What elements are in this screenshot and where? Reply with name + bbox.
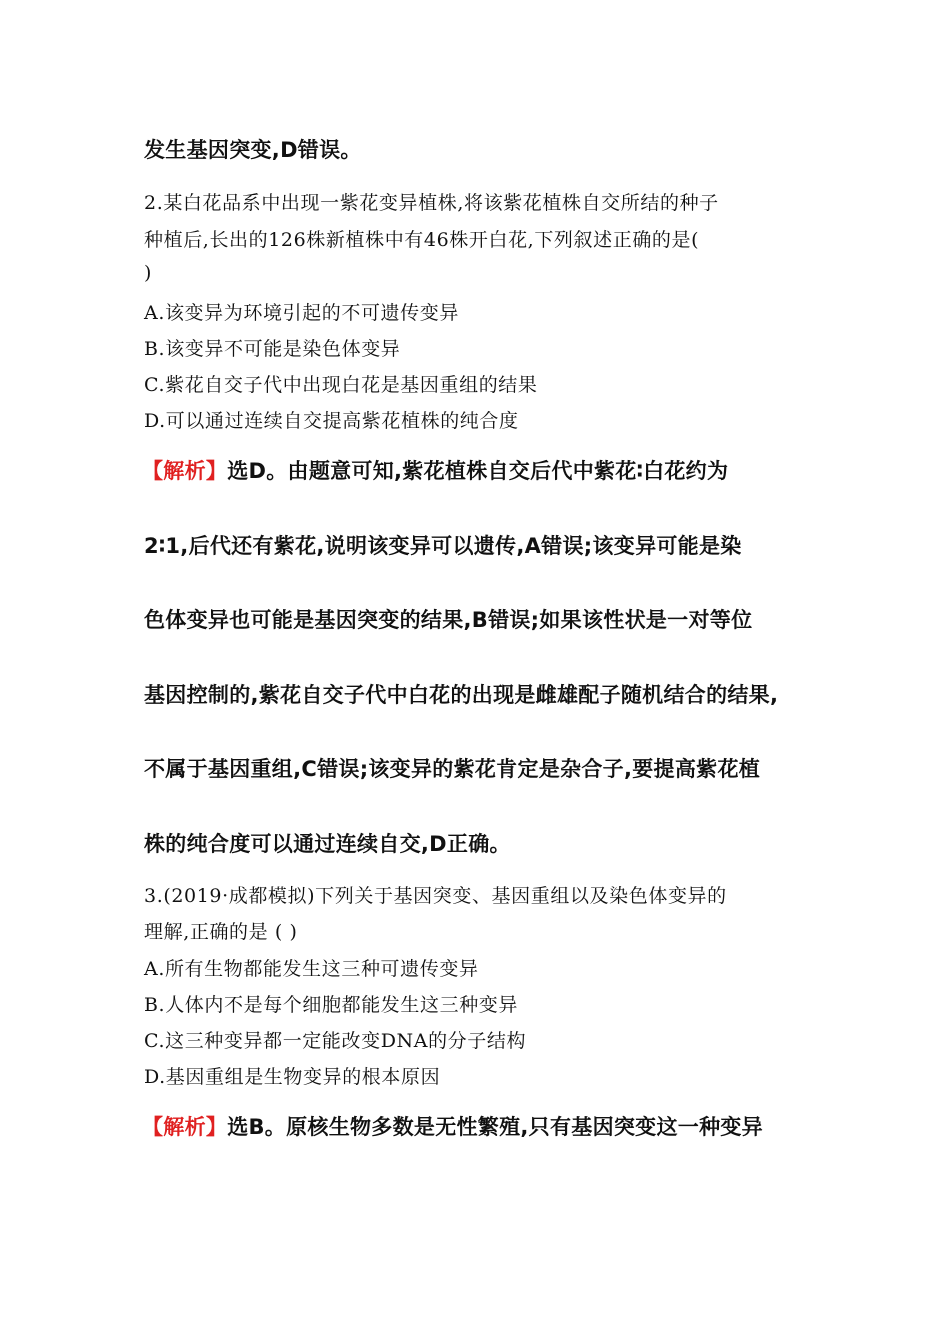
q3-option-b: B.人体内不是每个细胞都能发生这三种变异: [144, 994, 519, 1016]
q3-analysis-first-text: 选B。原核生物多数是无性繁殖,只有基因突变这一种变异: [227, 1115, 763, 1139]
q3-option-a: A.所有生物都能发生这三种可遗传变异: [144, 958, 479, 980]
q2-option-b: B.该变异不可能是染色体变异: [144, 338, 401, 360]
q3-option-c: C.这三种变异都一定能改变DNA的分子结构: [144, 1030, 527, 1052]
q2-analysis-line-5: 不属于基因重组,C错误;该变异的紫花肯定是杂合子,要提高紫花植: [144, 757, 761, 781]
continuation-text: 发生基因突变,D错误。: [144, 138, 362, 162]
q2-analysis-line-3: 色体变异也可能是基因突变的结果,B错误;如果该性状是一对等位: [144, 608, 753, 632]
q3-stem-line-1: 3.(2019·成都模拟)下列关于基因突变、基因重组以及染色体变异的: [144, 885, 727, 907]
q2-stem-line-1: 2.某白花品系中出现一紫花变异植株,将该紫花植株自交所结的种子: [144, 192, 719, 214]
q2-analysis-line-2: 2∶1,后代还有紫花,说明该变异可以遗传,A错误;该变异可能是染: [144, 534, 742, 558]
q3-analysis-line-1: [142, 1111, 763, 1141]
analysis-tag: 【解析】: [142, 1115, 228, 1139]
q2-option-d: D.可以通过连续自交提高紫花植株的纯合度: [144, 410, 519, 432]
q2-analysis-line-4: 基因控制的,紫花自交子代中白花的出现是雌雄配子随机结合的结果,: [144, 683, 779, 707]
q2-stem-line-3: ): [144, 262, 153, 284]
q3-stem-line-2: 理解,正确的是 ( ): [144, 921, 298, 943]
analysis-tag: 【解析】: [142, 459, 228, 483]
q2-analysis-first-text: 选D。由题意可知,紫花植株自交后代中紫花∶白花约为: [227, 459, 729, 483]
q2-stem-line-2: 种植后,长出的126株新植株中有46株开白花,下列叙述正确的是(: [144, 229, 700, 251]
q2-option-c: C.紫花自交子代中出现白花是基因重组的结果: [144, 374, 538, 396]
q2-option-a: A.该变异为环境引起的不可遗传变异: [144, 302, 459, 324]
q2-analysis-line-6: 株的纯合度可以通过连续自交,D正确。: [144, 832, 511, 856]
q3-option-d: D.基因重组是生物变异的根本原因: [144, 1066, 441, 1088]
q2-analysis-line-1: [142, 455, 728, 485]
